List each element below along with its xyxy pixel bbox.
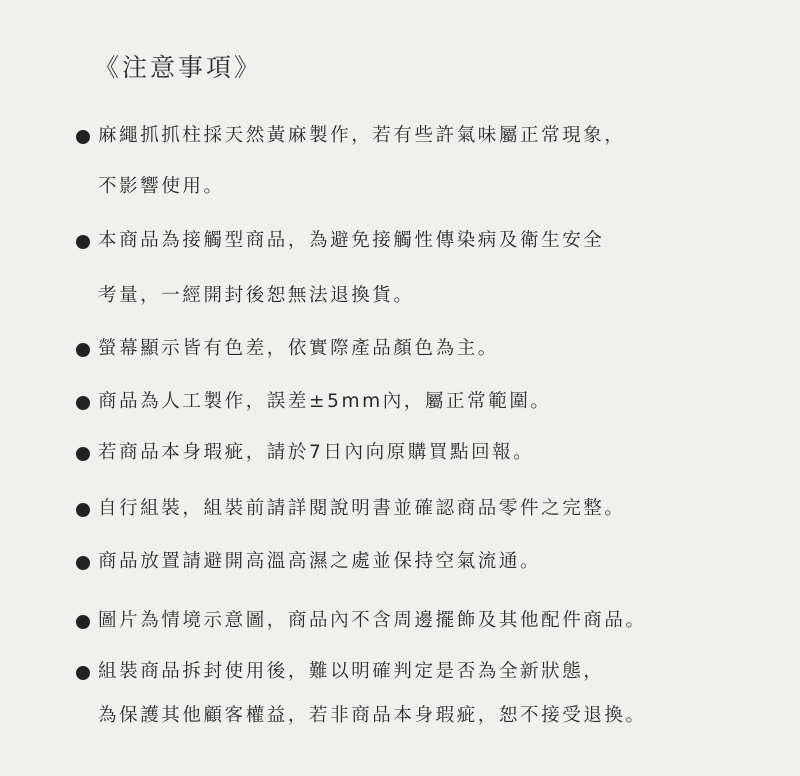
item-text: 自行組裝，組裝前請詳閱說明書並確認商品零件之完整。 xyxy=(98,498,626,519)
item-text: 商品為人工製作，誤差±5mm內，屬正常範圍。 xyxy=(98,391,552,412)
bullet-icon xyxy=(76,503,90,517)
item-text: 本商品為接觸型商品，為避免接觸性傳染病及衛生安全 xyxy=(98,230,605,251)
bullet-icon xyxy=(76,396,90,410)
item-text: 圖片為情境示意圖，商品內不含周邊擺飾及其他配件商品。 xyxy=(98,610,647,631)
bullet-icon xyxy=(76,666,90,680)
item-text-continued: 不影響使用。 xyxy=(98,176,225,197)
bullet-icon xyxy=(76,235,90,249)
item-text: 組裝商品拆封使用後，難以明確判定是否為全新狀態， xyxy=(98,661,605,682)
bullet-icon xyxy=(76,615,90,629)
item-text: 若商品本身瑕疵，請於7日內向原購買點回報。 xyxy=(98,442,535,463)
item-text: 麻繩抓抓柱採天然黃麻製作，若有些許氣味屬正常現象， xyxy=(98,125,626,146)
item-text: 螢幕顯示皆有色差，依實際產品顏色為主。 xyxy=(98,338,499,359)
item-text: 商品放置請避開高溫高濕之處並保持空氣流通。 xyxy=(98,551,542,572)
notice-title: 《注意事項》 xyxy=(94,53,263,82)
bullet-icon xyxy=(76,343,90,357)
item-text-continued: 考量，一經開封後恕無法退換貨。 xyxy=(98,285,415,306)
bullet-icon xyxy=(76,556,90,570)
item-text-continued: 為保護其他顧客權益，若非商品本身瑕疵，恕不接受退換。 xyxy=(98,705,647,726)
bullet-icon xyxy=(76,447,90,461)
bullet-icon xyxy=(76,130,90,144)
